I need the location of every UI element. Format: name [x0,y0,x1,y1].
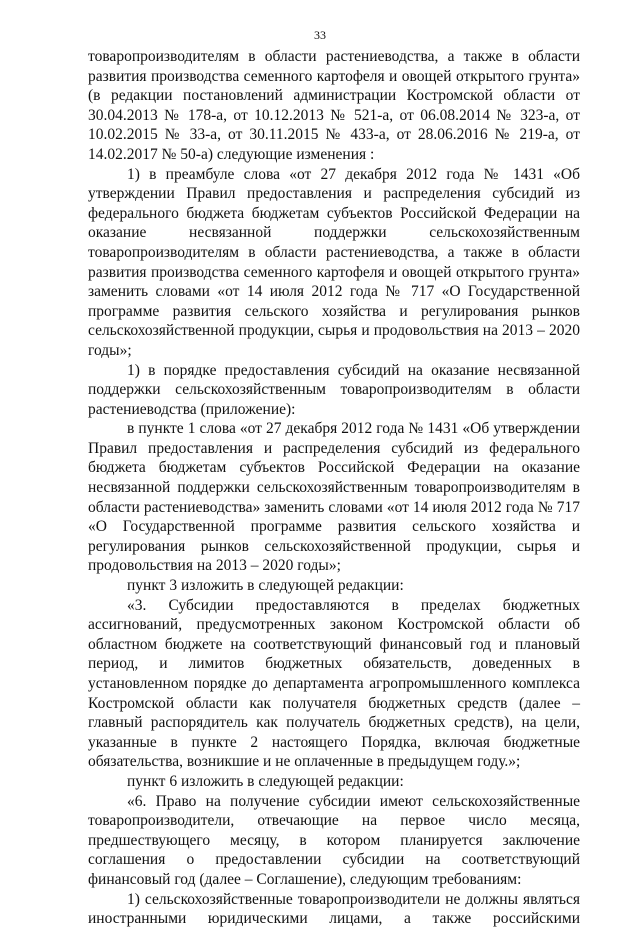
page-number: 33 [314,28,326,42]
paragraph: в пункте 1 слова «от 27 декабря 2012 года № 1431 «Об утверждении Правил предоставления и распределения субсидий из федерального бюджета бюджетам субъектов Российской Федерации на оказание несвязанной поддержки сельскохозяйственным товаропроизводителям в области растениеводства» заменить словами «от 14 июля 2012 года № 717 «О Государственной программе развития сельского хозяйства и регулирования рынков сельскохозяйственной продукции, сырья и продовольствия на 2013 – 2020 годы»; [88,420,580,575]
paragraph: 1) в преамбуле слова «от 27 декабря 2012 года № 1431 «Об утверждении Правил предоставления и распределения субсидий из федерального бюджета бюджетам субъектов Российской Федерации на оказание несвязанной поддержки сельскохозяйственным товаропроизводителям в области растениеводства, а также в области развития производства семенного картофеля и овощей открытого грунта» заменить словами «от 14 июля 2012 года № 717 «О Государственной программе развития сельского хозяйства и регулирования рынков сельскохозяйственной продукции, сырья и продовольствия на 2013 – 2020 годы»; [88,165,580,359]
document-body [88,47,580,929]
paragraph: пункт 3 изложить в следующей редакции: [127,577,404,595]
paragraph: товаропроизводителям в области растениеводства, а также в области развития производства семенного картофеля и овощей открытого грунта» (в редакции постановлений администрации Костромской области от 30.04.2013 № 178-а, от 10.12.2013 № 521-а, от 06.08.2014 № 323-а, от 10.02.2015 № 33-а, от 30.11.2015 № 433-а, от 28.06.2016 № 219-а, от 14.02.2017 № 50-а) следующие изменения : [88,48,580,163]
paragraph: 1) в порядке предоставления субсидий на оказание несвязанной поддержки сельскохозяйственным товаропроизводителям в области растениеводства (приложение): [88,361,580,418]
paragraph: 1) сельскохозяйственные товаропроизводители не должны являться иностранными юридическими лицами, а также российскими [88,890,580,928]
paragraph: «3. Субсидии предоставляются в пределах бюджетных ассигнований, предусмотренных законом Костромской области об областном бюджете на соответствующий финансовый год и плановый период, и лимитов бюджетных обязательств, доведенных в установленном порядке до департамента агропромышленного комплекса Костромской области как получателя бюджетных средств (далее – главный распорядитель как получатель бюджетных средств), на цели, указанные в пункте 2 настоящего Порядка, включая бюджетные обязательства, возникшие и не оплаченные в предыдущем году.»; [88,596,580,771]
paragraph: «6. Право на получение субсидии имеют сельскохозяйственные товаропроизводители, отвечающие на первое число месяца, предшествующего месяцу, в котором планируется заключение соглашения о предоставлении субсидии на соответствующий финансовый год (далее – Соглашение), следующим требованиям: [88,792,580,888]
paragraph: пункт 6 изложить в следующей редакции: [127,772,404,790]
